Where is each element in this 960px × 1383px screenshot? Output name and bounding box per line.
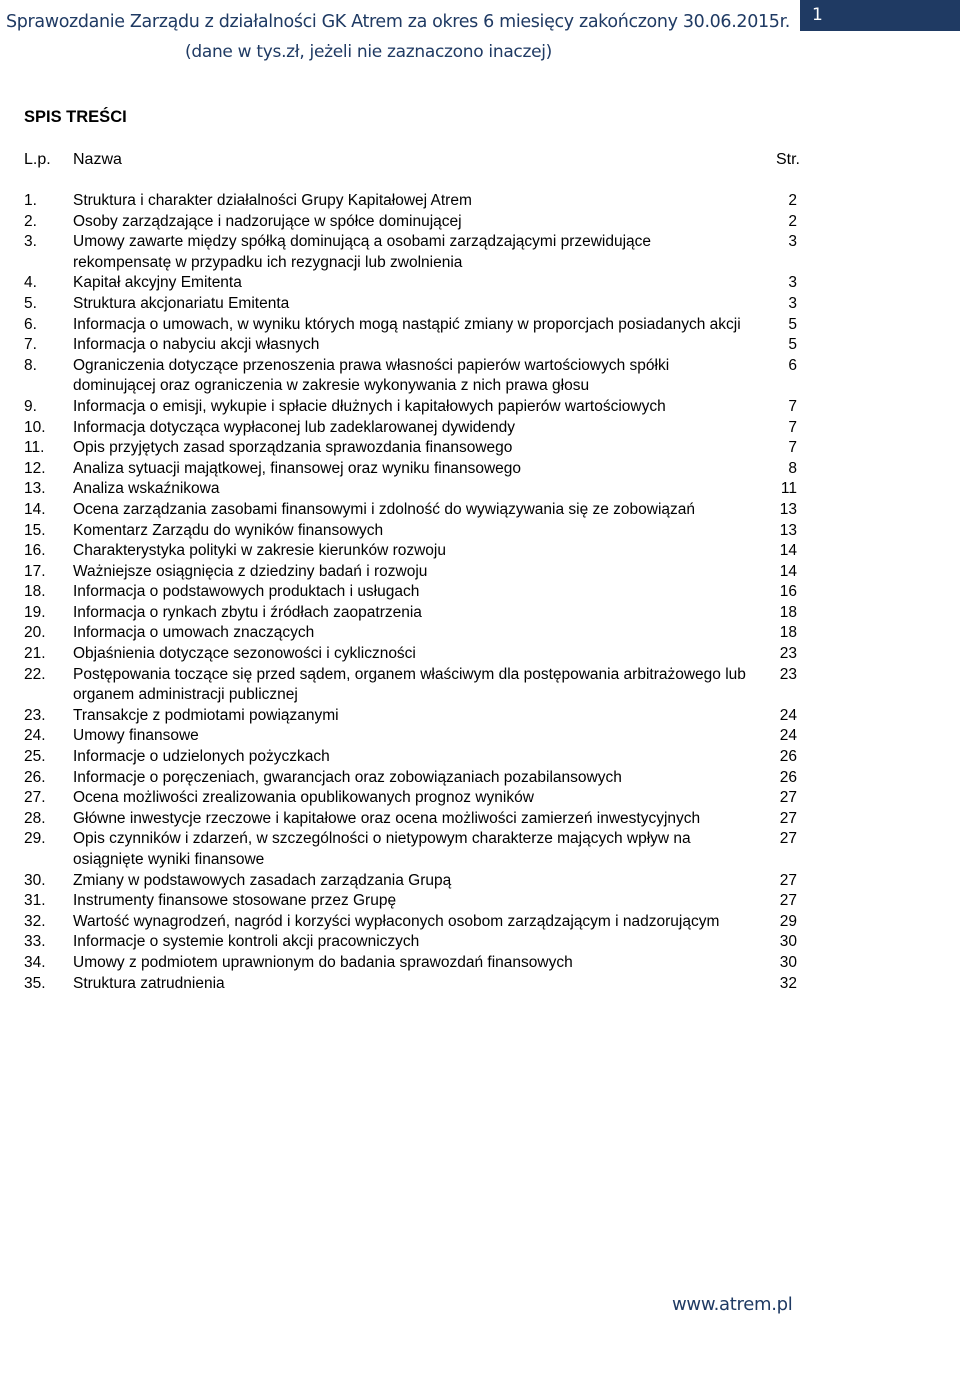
toc-item-title: Umowy finansowe xyxy=(73,727,199,745)
toc-item-title: Informacje o udzielonych pożyczkach xyxy=(73,748,330,766)
toc-item-number: 32. xyxy=(24,912,46,930)
toc-row xyxy=(0,726,960,747)
toc-item-page: 23 xyxy=(779,645,797,663)
toc-item-number: 33. xyxy=(24,933,46,951)
toc-item-number: 31. xyxy=(24,892,46,910)
toc-item-title: Umowy zawarte między spółką dominującą a osobami zarządzającymi przewidujące rekompensatę w przypadku ich rezygnacji lub zwolnienia xyxy=(73,233,652,271)
toc-row xyxy=(0,335,960,356)
toc-item-title: Informacja dotycząca wypłaconej lub zadeklarowanej dywidendy xyxy=(73,418,515,436)
toc-item-number: 21. xyxy=(24,645,46,663)
toc-row xyxy=(0,788,960,809)
toc-item-page: 13 xyxy=(779,500,797,518)
toc-row xyxy=(0,953,960,974)
toc-row xyxy=(0,479,960,500)
footer-website-url: www.atrem.pl xyxy=(672,1294,793,1315)
toc-row xyxy=(0,541,960,562)
toc-item-page: 13 xyxy=(779,521,797,539)
toc-item-page: 24 xyxy=(779,706,797,724)
toc-item-page: 7 xyxy=(788,397,797,415)
toc-row xyxy=(0,438,960,459)
toc-item-number: 8. xyxy=(24,356,37,374)
toc-item-title: Charakterystyka polityki w zakresie kierunków rozwoju xyxy=(73,542,446,560)
toc-row xyxy=(0,665,960,706)
toc-item-number: 16. xyxy=(24,542,46,560)
toc-item-number: 22. xyxy=(24,665,46,683)
toc-item-number: 4. xyxy=(24,274,37,292)
toc-item-number: 2. xyxy=(24,212,37,230)
toc-item-title: Kapitał akcyjny Emitenta xyxy=(73,274,242,292)
toc-item-number: 9. xyxy=(24,397,37,415)
toc-item-title: Komentarz Zarządu do wyników finansowych xyxy=(73,521,384,539)
toc-item-number: 7. xyxy=(24,336,37,354)
toc-row xyxy=(0,747,960,768)
toc-row xyxy=(0,603,960,624)
toc-row xyxy=(0,974,960,995)
toc-item-page: 30 xyxy=(779,933,797,951)
page-number-badge: 1 xyxy=(800,0,960,31)
toc-row xyxy=(0,232,960,273)
toc-item-page: 27 xyxy=(779,809,797,827)
toc-item-page: 27 xyxy=(779,789,797,807)
toc-row xyxy=(0,932,960,953)
toc-item-number: 3. xyxy=(24,233,37,251)
toc-item-number: 17. xyxy=(24,562,46,580)
toc-item-title: Ocena zarządzania zasobami finansowymi i zdolność do wywiązywania się ze zobowiązań xyxy=(73,500,696,518)
toc-item-title: Informacja o podstawowych produktach i usługach xyxy=(73,583,420,601)
toc-item-title: Instrumenty finansowe stosowane przez Grupę xyxy=(73,892,397,910)
toc-item-page: 27 xyxy=(779,830,797,848)
toc-item-number: 34. xyxy=(24,953,46,971)
toc-item-page: 26 xyxy=(779,768,797,786)
toc-item-number: 20. xyxy=(24,624,46,642)
toc-item-number: 28. xyxy=(24,809,46,827)
toc-item-page: 27 xyxy=(779,892,797,910)
toc-row xyxy=(0,191,960,212)
report-header-subtitle: (dane w tys.zł, jeżeli nie zaznaczono inaczej) xyxy=(185,42,553,62)
toc-item-page: 11 xyxy=(780,480,797,498)
toc-row xyxy=(0,562,960,583)
toc-item-page: 18 xyxy=(779,603,797,621)
toc-row xyxy=(0,294,960,315)
toc-item-title: Ocena możliwości zrealizowania opublikowanych prognoz wyników xyxy=(73,789,534,807)
toc-row xyxy=(0,273,960,294)
toc-row xyxy=(0,459,960,480)
toc-item-page: 14 xyxy=(779,562,797,580)
toc-item-page: 3 xyxy=(788,233,797,251)
toc-row xyxy=(0,356,960,397)
toc-row xyxy=(0,397,960,418)
toc-item-title: Opis czynników i zdarzeń, w szczególności o nietypowym charakterze mających wpływ na osiągnięte wyniki finansowe xyxy=(73,830,691,868)
toc-item-title: Informacja o nabyciu akcji własnych xyxy=(73,336,320,354)
toc-item-number: 12. xyxy=(24,459,46,477)
toc-row xyxy=(0,315,960,336)
toc-item-title: Ograniczenia dotyczące przenoszenia prawa własności papierów wartościowych spółki dominującej oraz ograniczenia w zakresie wykonywania z nich prawa głosu xyxy=(73,356,670,395)
toc-row xyxy=(0,521,960,542)
toc-item-number: 15. xyxy=(24,521,46,539)
toc-item-number: 24. xyxy=(24,727,46,745)
toc-item-page: 27 xyxy=(779,871,797,889)
toc-item-title: Opis przyjętych zasad sporządzania sprawozdania finansowego xyxy=(73,439,513,457)
toc-item-title: Analiza wskaźnikowa xyxy=(73,480,220,498)
toc-item-title: Główne inwestycje rzeczowe i kapitałowe oraz ocena możliwości zamierzeń inwestycyjnych xyxy=(73,809,701,827)
toc-item-page: 26 xyxy=(779,748,797,766)
toc-row xyxy=(0,809,960,830)
toc-item-number: 29. xyxy=(24,830,46,848)
toc-item-title: Informacje o poręczeniach, gwarancjach oraz zobowiązaniach pozabilansowych xyxy=(73,768,622,786)
toc-item-title: Umowy z podmiotem uprawnionym do badania sprawozdań finansowych xyxy=(73,953,573,971)
toc-list xyxy=(0,191,960,994)
toc-item-number: 19. xyxy=(24,603,46,621)
toc-item-title: Informacja o umowach, w wyniku których mogą nastąpić zmiany w proporcjach posiadanych akcji xyxy=(73,315,741,333)
toc-row xyxy=(0,768,960,789)
toc-row xyxy=(0,891,960,912)
toc-item-page: 8 xyxy=(788,459,797,477)
toc-item-page: 6 xyxy=(788,356,797,374)
toc-item-title: Analiza sytuacji majątkowej, finansowej oraz wyniku finansowego xyxy=(73,459,522,477)
toc-item-page: 30 xyxy=(779,953,797,971)
toc-item-page: 2 xyxy=(788,192,797,209)
toc-item-page: 5 xyxy=(788,336,797,354)
toc-item-number: 30. xyxy=(24,871,46,889)
toc-item-number: 23. xyxy=(24,706,46,724)
toc-item-number: 25. xyxy=(24,748,46,766)
toc-row xyxy=(0,418,960,439)
toc-row xyxy=(0,912,960,933)
column-header-name: Nazwa xyxy=(73,151,122,168)
toc-item-page: 5 xyxy=(788,315,797,333)
toc-item-title: Informacje o systemie kontroli akcji pracowniczych xyxy=(73,933,420,951)
toc-item-number: 6. xyxy=(24,315,37,333)
toc-row xyxy=(0,644,960,665)
report-header-title: Sprawozdanie Zarządu z działalności GK Atrem za okres 6 miesięcy zakończony 30.06.2015r. xyxy=(6,12,791,32)
toc-item-number: 1. xyxy=(24,192,37,209)
toc-item-page: 32 xyxy=(779,974,797,992)
toc-row xyxy=(0,623,960,644)
toc-row xyxy=(0,582,960,603)
toc-item-title: Wartość wynagrodzeń, nagród i korzyści wypłaconych osobom zarządzającym i nadzorującym xyxy=(73,912,720,930)
toc-item-title: Transakcje z podmiotami powiązanymi xyxy=(73,706,339,724)
toc-item-title: Struktura zatrudnienia xyxy=(73,974,225,992)
toc-row xyxy=(0,829,960,870)
toc-item-page: 3 xyxy=(788,274,797,292)
toc-row xyxy=(0,212,960,233)
toc-item-title: Struktura i charakter działalności Grupy Kapitałowej Atrem xyxy=(73,192,472,209)
toc-item-title: Osoby zarządzające i nadzorujące w spółce dominującej xyxy=(73,212,462,230)
toc-item-page: 29 xyxy=(779,912,797,930)
toc-item-page: 7 xyxy=(788,418,797,436)
toc-item-number: 27. xyxy=(24,789,46,807)
toc-item-number: 5. xyxy=(24,294,37,312)
toc-item-number: 14. xyxy=(24,500,46,518)
toc-row xyxy=(0,706,960,727)
toc-item-page: 18 xyxy=(779,624,797,642)
toc-item-page: 24 xyxy=(779,727,797,745)
toc-item-page: 3 xyxy=(788,294,797,312)
toc-item-title: Ważniejsze osiągnięcia z dziedziny badań i rozwoju xyxy=(73,562,428,580)
toc-item-page: 16 xyxy=(779,583,797,601)
toc-item-page: 23 xyxy=(779,665,797,683)
toc-item-page: 14 xyxy=(779,542,797,560)
toc-item-title: Informacja o rynkach zbytu i źródłach zaopatrzenia xyxy=(73,603,422,621)
column-header-page: Str. xyxy=(775,151,800,168)
toc-item-title: Postępowania toczące się przed sądem, organem właściwym dla postępowania arbitrażowego lub organem administracji publicznej xyxy=(73,665,746,704)
toc-item-page: 7 xyxy=(788,439,797,457)
toc-item-number: 11. xyxy=(24,439,45,457)
toc-row xyxy=(0,500,960,521)
toc-row xyxy=(0,871,960,892)
toc-item-title: Zmiany w podstawowych zasadach zarządzania Grupą xyxy=(73,871,452,889)
toc-item-page: 2 xyxy=(788,212,797,230)
toc-item-title: Informacja o emisji, wykupie i spłacie dłużnych i kapitałowych papierów wartościowych xyxy=(73,397,666,415)
column-header-lp: L.p. xyxy=(24,151,51,168)
toc-item-number: 35. xyxy=(24,974,46,992)
toc-item-number: 13. xyxy=(24,480,46,498)
toc-item-title: Objaśnienia dotyczące sezonowości i cykliczności xyxy=(73,645,416,663)
toc-item-title: Struktura akcjonariatu Emitenta xyxy=(73,294,290,312)
toc-item-number: 26. xyxy=(24,768,46,786)
toc-title: SPIS TREŚCI xyxy=(24,108,127,126)
toc-item-number: 18. xyxy=(24,583,46,601)
toc-item-number: 10. xyxy=(24,418,46,436)
toc-item-title: Informacja o umowach znaczących xyxy=(73,624,315,642)
